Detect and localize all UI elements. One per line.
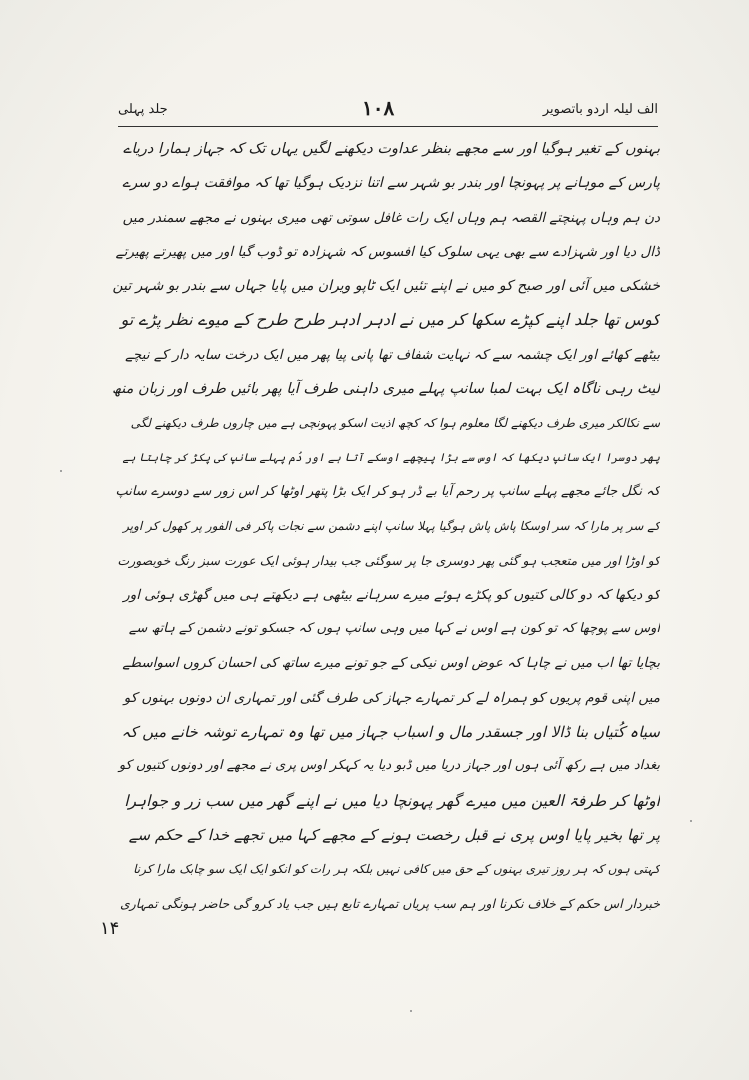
text-line: بغداد میں ہے رکھ آئی ہوں اور جہاز دریا میں ڈبو دیا یہ کہکر اوس پری نے مجھے اور دونوں کتیوں کو — [118, 758, 660, 774]
text-line: پارس کے موہانے پر پہونچا اور بندر بو شہر سے اتنا نزدیک ہوگیا تھا کہ موافقت ہواے دو سرے — [122, 175, 660, 192]
text-line: کو اوڑا اور میں متعجب ہو گئی پھر دوسری جا پر سوگئی جب بیدار ہوئی ایک عورت سبز رنگ خوبصورت — [117, 552, 660, 568]
text-line: کو دیکھا کہ دو کالی کتیوں کو پکڑے ہوئے میرے سرہانے بیٹھی ہے دیکھتے ہی میں گھڑی ہوئی اور — [123, 586, 660, 603]
text-line: خشکی میں آئی اور صبح کو میں نے اپنے تئیں ایک ٹاپو ویران میں پایا جہاں سے بندر بو شہر تین — [112, 278, 660, 295]
paper-speck — [690, 820, 692, 822]
volume-label: جلد پہلی — [118, 102, 168, 117]
margin-mark: ۱۴ — [100, 918, 120, 939]
text-line: سیاہ کُتیاں بنا ڈالا اور جسقدر مال و اسباب جہاز میں تھا وہ تمہارے توشہ خانے میں کہ — [121, 723, 660, 742]
body-text — [112, 132, 660, 921]
book-title: الف لیلہ اردو باتصویر — [542, 102, 658, 117]
paper-speck — [60, 470, 62, 472]
text-line: پھر دوسرا ایک سانپ دیکھا کہ اوس سے بڑا پیچھے اوسکے آتا ہے اور دُم پہلے سانپ کی پکڑ کر چاہتا ہے — [122, 450, 660, 464]
text-line: لیٹ رہی ناگاہ ایک بہت لمبا سانپ پہلے میری داہنی طرف آیا پھر بائیں طرف اور زبان منھ — [112, 381, 660, 398]
text-line: ڈال دیا اور شہزادے سے بھی یہی سلوک کیا افسوس کہ شہزادہ تو ڈوب گیا اور میں پھیرتے پھیرتے — [115, 243, 660, 260]
text-line: کہ نگل جائے مجھے پہلے سانپ پر رحم آیا بے ڈر ہو کر ایک بڑا پتھر اوٹھا کر اس زور سے دوسرے سانپ — [115, 483, 660, 499]
text-line: کہتی ہوں کہ ہر روز تیری بہنوں کے حق میں کافی نہیں بلکہ ہر رات کو انکو ایک ایک سو چابک مارا کرنا — [133, 862, 660, 877]
text-line: اوٹھا کر طرفۃ العین میں میرے گھر پہونچا دیا میں نے اپنے گھر میں سب زر و جواہرا — [124, 791, 660, 810]
text-line: دن ہم وہاں پہنچتے القصہ ہم وہاں ایک رات غافل سوتی تھی میری بہنوں نے مجھے سمندر میں — [122, 209, 660, 226]
text-line: اوس سے پوچھا کہ تو کون ہے اوس نے کہا میں وہی سانپ ہوں کہ جسکو تونے دشمن کے ہاتھ سے — [128, 621, 660, 637]
header-rule — [118, 126, 658, 127]
text-line: بہنوں کے تغیر ہوگیا اور سے مجھے بنظر عداوت دیکھنے لگیں یہاں تک کہ جہاز ہمارا دریاے — [122, 141, 660, 157]
page-number: ۱۰۸ — [362, 96, 395, 120]
text-line: پر تھا بخیر پایا اوس پری نے قبل رخصت ہونے کے مجھے کہا میں تجھے خدا کے حکم سے — [128, 825, 660, 844]
text-line: بچایا تھا اب میں نے چاہا کہ عوض اوس نیکی کے جو تونے میرے ساتھ کی احسان کروں اسواسطے — [122, 655, 660, 672]
text-line: بیٹھے کھائے اور ایک چشمہ سے کہ نہایت شفاف تھا پانی پیا پھر میں ایک درخت سایہ دار کے نیچے — [125, 346, 660, 363]
paper-speck — [410, 1010, 412, 1012]
text-line: خبردار اس حکم کے خلاف نکرنا اور ہم سب پریاں تمہارے تابع ہیں جب یاد کرو گی حاضر ہونگی تمہاری — [119, 895, 660, 911]
text-line: میں اپنی قوم پریوں کو ہمراہ لے کر تمہارے جہاز کی طرف گئی اور تمہاری ان دونوں بہنوں کو — [123, 689, 660, 706]
text-line: کوس تھا جلد اپنے کپڑے سکھا کر میں نے ادہر ادہر طرح طرح کے میوے نظر پڑے تو — [120, 310, 660, 330]
page-header — [118, 96, 658, 126]
text-line: کے سر پر مارا کہ سر اوسکا پاش پاش ہوگیا پہلا سانپ اپنے دشمن سے نجات پاکر فی الفور پر کھول کر اوپر — [123, 519, 660, 534]
text-line: سے نکالکر میری طرف دیکھنے لگا معلوم ہوا کہ کچھ اذیت اسکو پہونچی ہے میں چاروں طرف دیکھنے لگی — [130, 416, 660, 431]
